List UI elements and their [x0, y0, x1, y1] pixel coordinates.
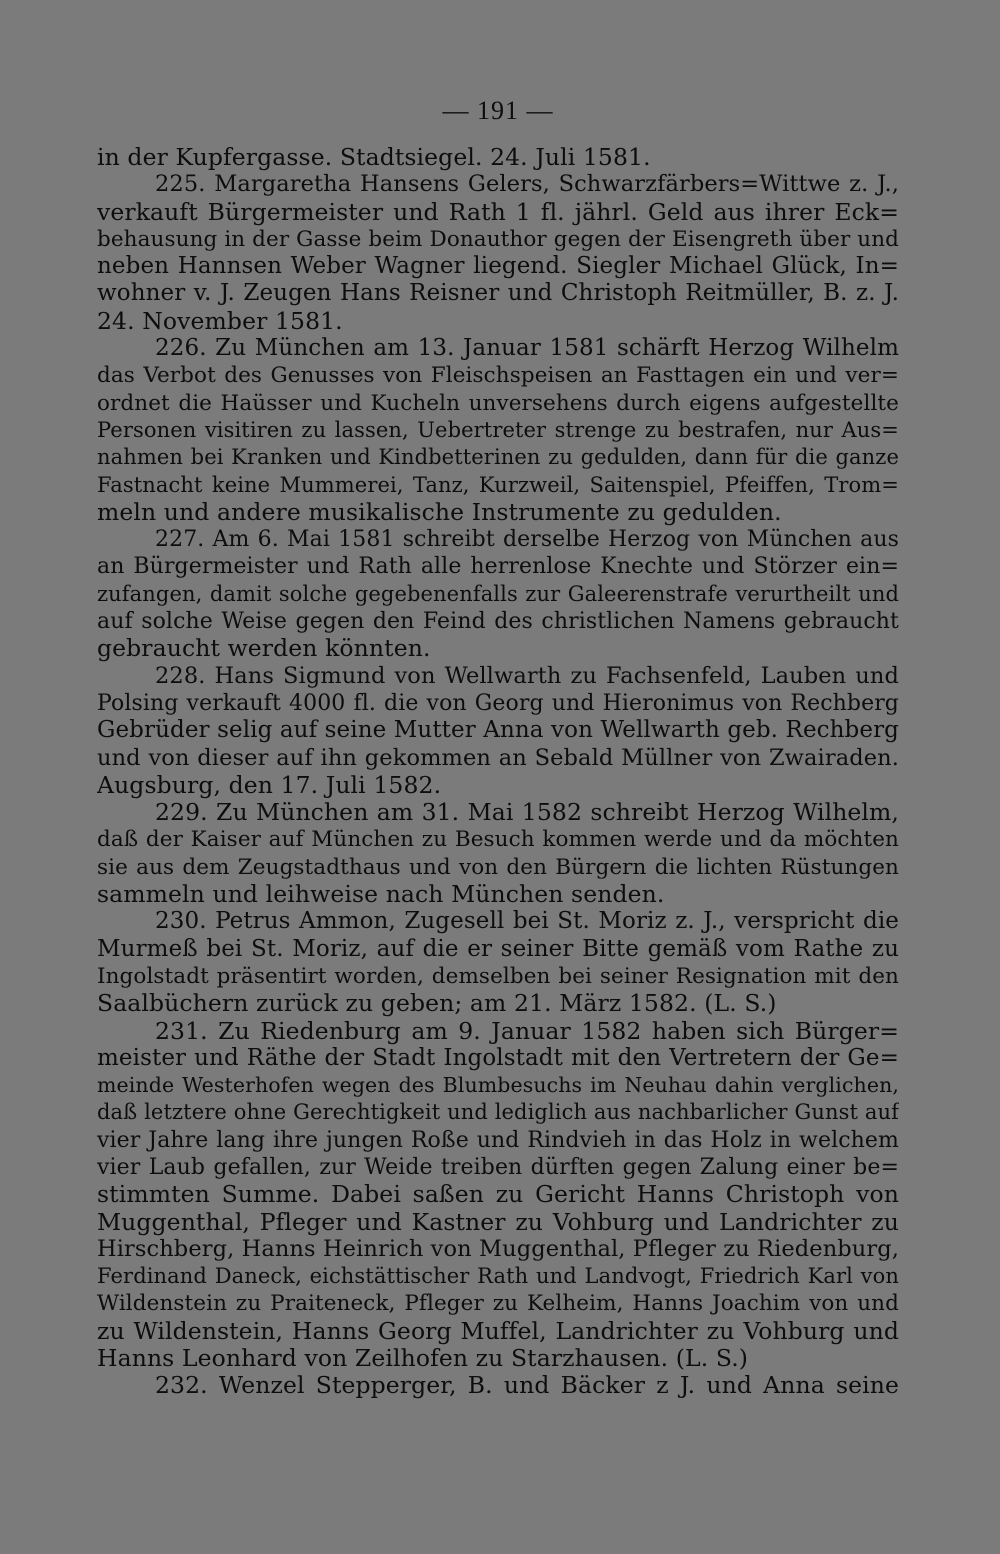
text-line: das Verbot des Genusses von Fleischspeisen an Fasttagen ein und ver=: [97, 363, 899, 389]
text-line: Muggenthal, Pfleger und Kastner zu Vohburg und Landrichter zu: [97, 1208, 899, 1236]
text-line: nahmen bei Kranken und Kindbetterinen zu gedulden, dann für die ganze: [97, 445, 899, 470]
text-line: Wildenstein zu Praiteneck, Pfleger zu Kelheim, Hanns Joachim von und: [97, 1291, 899, 1317]
text-line: sammeln und leihweise nach München senden.: [97, 881, 665, 909]
text-line: 228. Hans Sigmund von Wellwarth zu Fachsenfeld, Lauben und: [155, 662, 899, 689]
text-line: zufangen, damit solche gegebenenfalls zur Galeerenstrafe verurtheilt und: [97, 581, 899, 606]
text-line: Polsing verkauft 4000 fl. die von Georg und Hieronimus von Rechberg: [97, 690, 899, 716]
text-line: wohner v. J. Zeugen Hans Reisner und Christoph Reitmüller, B. z. J.: [97, 280, 899, 307]
text-line: Murmeß bei St. Moriz, auf die er seiner Bitte gemäß vom Rathe zu: [97, 935, 899, 962]
text-line: verkauft Bürgermeister und Rath 1 fl. jährl. Geld aus ihrer Eck=: [97, 198, 899, 226]
text-line: auf solche Weise gegen den Feind des christlichen Namens gebraucht: [97, 609, 899, 635]
text-line: behausung in der Gasse beim Donauthor gegen der Eisengreth über und: [97, 226, 899, 252]
text-line: 231. Zu Riedenburg am 9. Januar 1582 haben sich Bürger=: [155, 1017, 899, 1045]
text-line: 230. Petrus Ammon, Zugesell bei St. Moriz z. J., verspricht die: [155, 908, 899, 935]
text-line: daß letztere ohne Gerechtigkeit und lediglich aus nachbarlicher Gunst auf: [97, 1100, 899, 1125]
text-line: vier Laub gefallen, zur Weide treiben dürften gegen Zalung einer be=: [97, 1154, 899, 1180]
text-line: an Bürgermeister und Rath alle herrenlose Knechte und Störzer ein=: [97, 554, 899, 580]
text-line: vier Jahre lang ihre jungen Roße und Rindvieh in das Holz in welchem: [97, 1127, 899, 1153]
text-line: sie aus dem Zeugstadthaus und von den Bürgern die lichten Rüstungen: [97, 854, 899, 880]
text-line: in der Kupfergasse. Stadtsiegel. 24. Juli 1581.: [97, 144, 651, 171]
text-line: Ingolstadt präsentirt worden, demselben bei seiner Resignation mit den: [97, 963, 899, 989]
text-line: daß der Kaiser auf München zu Besuch kommen werde und da möchten: [97, 827, 899, 853]
page-number: — 191 —: [442, 96, 554, 125]
text-line: 232. Wenzel Stepperger, B. und Bäcker z J. und Anna seine: [155, 1372, 899, 1400]
text-line: Hanns Leonhard von Zeilhofen zu Starzhausen. (L. S.): [97, 1345, 749, 1373]
body-text: [97, 144, 899, 1400]
text-line: meinde Westerhofen wegen des Blumbesuchs im Neuhau dahin verglichen,: [97, 1073, 899, 1098]
text-line: neben Hannsen Weber Wagner liegend. Siegler Michael Glück, In=: [97, 253, 899, 280]
text-line: gebraucht werden könnten.: [97, 635, 431, 663]
text-line: Saalbüchern zurück zu geben; am 21. März 1582. (L. S.): [97, 990, 777, 1018]
text-line: Personen visitiren zu lassen, Uebertreter strenge zu bestrafen, nur Aus=: [97, 417, 899, 442]
text-line: Ferdinand Daneck, eichstättischer Rath und Landvogt, Friedrich Karl von: [97, 1264, 899, 1289]
text-line: 225. Margaretha Hansens Gelers, Schwarzfärbers=Wittwe z. J.,: [155, 171, 899, 198]
text-line: 24. November 1581.: [97, 307, 343, 335]
text-line: 226. Zu München am 13. Januar 1581 schärft Herzog Wilhelm: [155, 335, 899, 362]
text-line: zu Wildenstein, Hanns Georg Muffel, Landrichter zu Vohburg und: [97, 1317, 899, 1345]
text-line: stimmten Summe. Dabei saßen zu Gericht Hanns Christoph von: [97, 1181, 899, 1209]
text-line: Fastnacht keine Mummerei, Tanz, Kurzweil, Saitenspiel, Pfeiffen, Trom=: [97, 472, 899, 497]
text-line: und von dieser auf ihn gekommen an Sebald Müllner von Zwairaden.: [97, 744, 899, 771]
text-line: Augsburg, den 17. Juli 1582.: [97, 771, 442, 799]
document-page: [97, 92, 899, 1512]
text-line: ordnet die Haüsser und Kucheln unversehens durch eigens aufgestellte: [97, 390, 899, 416]
text-line: 227. Am 6. Mai 1581 schreibt derselbe Herzog von München aus: [155, 527, 899, 553]
text-line: Gebrüder selig auf seine Mutter Anna von Wellwarth geb. Rechberg: [97, 717, 899, 744]
text-line: 229. Zu München am 31. Mai 1582 schreibt Herzog Wilhelm,: [155, 799, 899, 827]
text-line: meln und andere musikalische Instrumente zu gedulden.: [97, 498, 782, 526]
text-line: Hirschberg, Hanns Heinrich von Muggenthal, Pfleger zu Riedenburg,: [97, 1235, 899, 1262]
text-line: meister und Räthe der Stadt Ingolstadt mit den Vertretern der Ge=: [97, 1044, 899, 1071]
